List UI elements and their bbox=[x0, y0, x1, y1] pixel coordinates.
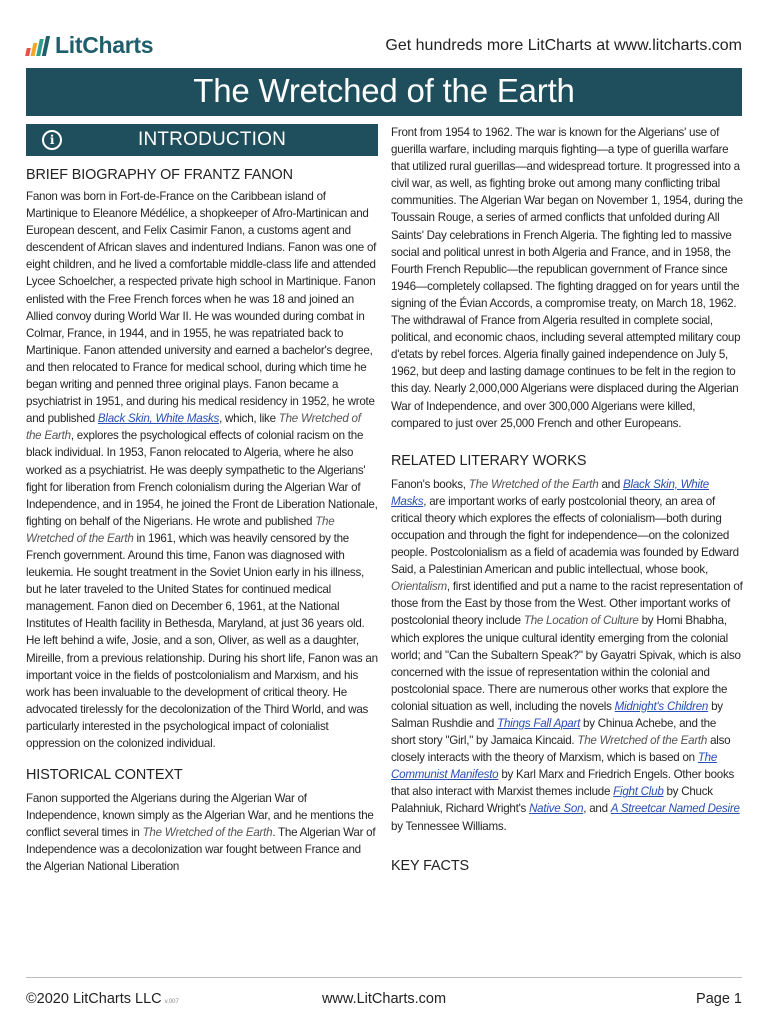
key-facts-heading: KEY FACTS bbox=[391, 857, 470, 874]
native-son-link[interactable]: Native Son bbox=[529, 802, 584, 816]
info-icon: i bbox=[42, 130, 62, 150]
communist-manifesto-link[interactable]: The Communist Manifesto bbox=[391, 751, 718, 782]
related-works-text: Fanon's books, The Wretched of the Earth and Black Skin, White Masks, are important works of early postcolonial theory, an area of critical theory which explores the effects of colonialism—both during occupation and through the fight for independence—on the colonized people. Postcolonialism as a field of academia was founded by Edward Said, a Palestinian American and public intellectual, whose book, Orientalism, first identified and put a name to the racist representation of those from the East by those from the West. Other important works of postcolonial theory include The Location of Culture by Homi Bhabha, which explores the unique cultural identity emerging from the colonial world; and "Can the Subaltern Speak?" by Gayatri Spivak, which is also concerned with the issue of representation within the colonial and postcolonial space. There are numerous other works that explore the colonial situation as well, including the novels Midnight's Children by Salman Rushdie and Things Fall Apart by Chinua Achebe, and the short story "Girl," by Jamaica Kincaid. The Wretched of the Earth also closely interacts with the theory of Marxism, which is based on The Communist Manifesto by Karl Marx and Friedrich Engels. Other books that also interact with Marxist themes include Fight Club by Chuck Palahniuk, Richard Wright's Native Son, and A Streetcar Named Desire by Tennessee Williams. bbox=[391, 477, 743, 833]
footer-copyright: ©2020 LitCharts LLC v.007 bbox=[26, 991, 179, 1007]
footer-page-number: Page 1 bbox=[696, 991, 742, 1007]
fight-club-link[interactable]: Fight Club bbox=[613, 785, 664, 799]
black-skin-white-masks-link[interactable]: Black Skin, White Masks bbox=[391, 477, 709, 508]
logo-text: LitCharts bbox=[55, 32, 154, 58]
black-skin-white-masks-link[interactable]: Black Skin, White Masks bbox=[97, 412, 220, 426]
biography-heading: BRIEF BIOGRAPHY OF FRANTZ FANON bbox=[26, 167, 293, 183]
historical-context-text: Fanon supported the Algerians during the Algerian War of Independence, known simply as the Algerian War, and he mentions the conflict several times in The Wretched of the Earth. The Algerian War of Independence was a decolonization war fought between France and the Algerian National Liberation bbox=[26, 792, 376, 874]
midnights-children-link[interactable]: Midnight's Children bbox=[614, 699, 709, 713]
page-header bbox=[26, 32, 742, 62]
introduction-heading: INTRODUCTION bbox=[137, 129, 287, 151]
page-footer bbox=[26, 991, 742, 1011]
streetcar-named-desire-link[interactable]: A Streetcar Named Desire bbox=[610, 802, 740, 816]
related-works-heading: RELATED LITERARY WORKS bbox=[391, 452, 587, 469]
logo-bars-icon bbox=[26, 36, 50, 56]
biography-text: Fanon was born in Fort-de-France on the Caribbean island of Martinique to Eleanore Médélice, a shopkeeper of Afro-Martinican and European descent, and Felix Casimir Fanon, a customs agent and descendent of African slaves and indentured Indians. Fanon was one of eight children, and he lived a comfortable middle-class life and attended Lycee Schoelcher, a respected private high school in Martinique. Fanon enlisted with the Free French forces when he was 18 and joined an Allied convoy during World War II. He was wounded during combat in Colmar, France, in 1944, and in 1955, he was repatriated back to Martinique. Fanon attended university and earned a bachelor's degree, and then relocated to France for medical school, during which time he began writing and penned three original plays. Fanon became a psychiatrist in 1951, and during his medical residency in 1952, he wrote and published Black Skin, White Masks, which, like The Wretched of the Earth, explores the psychological effects of colonial racism on the black individual. In 1953, Fanon relocated to Algeria, where he also worked as a psychiatrist. He was deeply sympathetic to the Algerians' fight for liberation from French colonialism during the Algerian War of Independence, and in 1954, he joined the Front de Liberation Nationale, fighting on behalf of the Nigerians. He wrote and published The Wretched of the Earth in 1961, which was heavily censored by the French government. Around this time, Fanon was diagnosed with leukemia. He sought treatment in the Soviet Union early in his illness, but he later traveled to the United States for continued medical management. Fanon died on December 6, 1961, at the National Institutes of Health facility in Bethesda, Maryland, at just 36 years old. He left behind a wife, Josie, and a son, Oliver, as well as a daughter, Mireille, from a previous relationship. During his short life, Fanon was an important voice in the fields of postcolonialism and Marxism, and his work has been invaluable to the development of critical theory. He advocated tirelessly for the decolonization of the Third World, and was particularly interested in the psychological impact of colonialist oppression on the colonized individual. bbox=[26, 190, 378, 750]
introduction-bar bbox=[26, 124, 378, 156]
left-column bbox=[26, 124, 378, 876]
header-tagline[interactable]: Get hundreds more LitCharts at www.litcharts.com bbox=[385, 37, 742, 54]
document-title: The Wretched of the Earth bbox=[26, 68, 742, 116]
litcharts-logo[interactable] bbox=[26, 32, 153, 59]
footer-divider bbox=[26, 977, 742, 978]
historical-context-continued: Front from 1954 to 1962. The war is known for the Algerians' use of guerilla warfare, including marquis fighting—a type of guerilla warfare that utilized rural guerillas—and widespread torture. It progressed into a civil war, as well, as fighting broke out among many conflicting tribal communities. The Algerian War began on November 1, 1954, during the Toussain Rouge, a series of armed conflicts that unfolded during All Saints' Day celebrations in French Algeria. The fighting led to massive social and political unrest in both Algeria and France, and in 1958, the Fourth French Republic—the republican government of France since 1946—completely collapsed. The fighting dragged on for years until the signing of the Évian Accords, a compromise treaty, on March 18, 1962. The withdrawal of France from Algeria resulted in complete social, political, and economic chaos, including several attempted military coup d'etats by rebel forces. Algeria finally gained independence on July 5, 1962, but deep and lasting damage continues to be felt in the region to this day. Nearly 2,000,000 Algerians were displaced during the Algerian War of Independence, and over 300,000 Algerians were killed, compared to just over 25,000 French and other Europeans. bbox=[391, 126, 743, 430]
historical-context-heading: HISTORICAL CONTEXT bbox=[26, 767, 183, 784]
footer-site-link[interactable]: www.LitCharts.com bbox=[321, 991, 447, 1007]
right-column bbox=[391, 124, 743, 875]
footer-version: v.007 bbox=[164, 999, 179, 1005]
things-fall-apart-link[interactable]: Things Fall Apart bbox=[497, 717, 581, 730]
